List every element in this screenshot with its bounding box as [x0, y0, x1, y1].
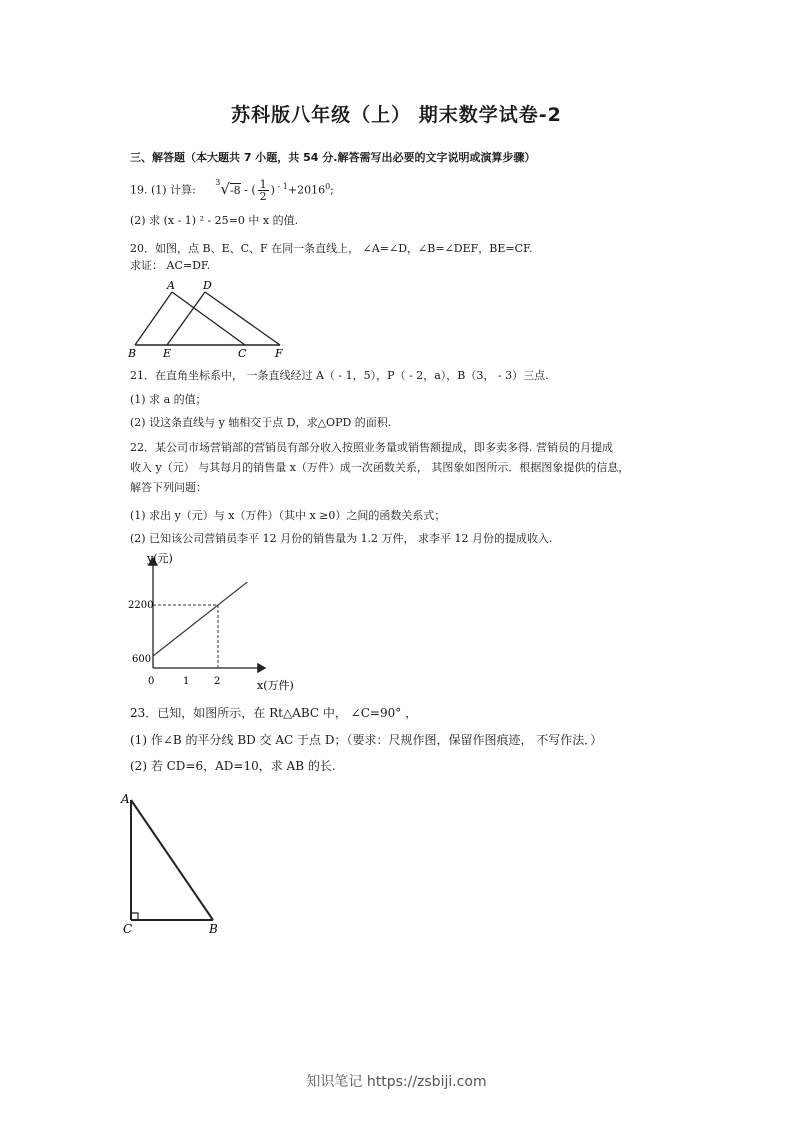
minus-sign: - (	[244, 183, 256, 197]
q22-line5: (2) 已知该公司营销员李平 12 月份的销售量为 1.2 万件， 求李平 12 月份的提成收入.	[130, 532, 553, 545]
q19-prefix: 19. (1) 计算:	[130, 183, 196, 197]
q20-line1: 20．如图，点 B、E、C、F 在同一条直线上， ∠A=∠D，∠B=∠DEF，BE=CF.	[130, 242, 533, 255]
radicand: -8	[229, 183, 241, 197]
q23-line3: (2) 若 CD=6，AD=10，求 AB 的长.	[130, 759, 336, 773]
section-heading: 三、解答题（本大题共 7 小题，共 54 分.解答需写出必要的文字说明或演算步骤）	[130, 151, 536, 164]
q22-line4: (1) 求出 y（元）与 x（万件）（其中 x ≥0）之间的函数关系式；	[130, 509, 446, 522]
label-a: A	[167, 280, 175, 292]
frac-den: 2	[259, 190, 267, 203]
q22-line1: 22．某公司市场营销部的营销员有部分收入按照业务量或销售额提成，即多卖多得. 营销员的月提成	[130, 441, 613, 454]
close-paren: )	[270, 183, 275, 197]
label-d: D	[203, 280, 212, 292]
right-angle-mark	[131, 913, 138, 920]
q22-line3: 解答下列问题：	[130, 481, 207, 494]
plot-area	[153, 582, 247, 668]
label-f: F	[275, 347, 283, 360]
q22-line2: 收入 y（元） 与其每月的销售量 x（万件）成一次函数关系， 其图象如图所示．根据图象提供的信息，	[130, 461, 630, 474]
q20-figure	[125, 280, 295, 360]
label-c: C	[123, 922, 133, 936]
q23-figure	[115, 790, 235, 940]
q21-line3: (2) 设这条直线与 y 轴相交于点 D，求△OPD 的面积.	[130, 416, 392, 429]
plus-2016: +2016	[287, 183, 326, 197]
q19-part1: 19. (1) 计算: $^3$√-8 - ( $\frac{1}{2}$ ) $^{- 1}+2016^0$;	[130, 177, 334, 203]
q23-line1: 23．已知，如图所示，在 Rt△ABC 中， ∠C=90° ，	[130, 706, 418, 720]
y-axis-label: y(元)	[147, 552, 173, 565]
page-title: 苏科版八年级（上） 期末数学试卷-2	[231, 104, 562, 126]
x-tick-0: 0	[148, 676, 155, 687]
frac-num: 1	[259, 178, 267, 191]
label-a: A	[121, 792, 130, 806]
y-tick-600: 600	[132, 654, 152, 665]
q19-part2: (2) 求 (x - 1) ² - 25=0 中 x 的值.	[130, 214, 299, 227]
exponent-neg1: - 1	[274, 181, 288, 191]
segment-de	[167, 292, 205, 345]
segment-ac	[172, 292, 245, 345]
segment-df	[205, 292, 280, 345]
cube-root-index: 3	[215, 177, 221, 187]
label-b: B	[209, 922, 218, 936]
label-e: E	[163, 347, 172, 360]
semicolon: ;	[330, 183, 334, 197]
q20-line2: 求证： AC=DF.	[130, 259, 211, 272]
x-axis-label: x(万件)	[257, 679, 294, 692]
side-ab	[131, 800, 213, 920]
segment-ab	[135, 292, 172, 345]
fraction-one-half	[258, 179, 269, 202]
q22-graph	[125, 548, 315, 696]
exponent-0: 0	[325, 181, 331, 191]
q21-line1: 21．在直角坐标系中， 一条直线经过 A（ - 1，5），P（ - 2，a），B（3， - 3）三点.	[130, 369, 549, 382]
label-b: B	[128, 347, 137, 360]
y-tick-2200: 2200	[128, 600, 154, 611]
q23-line2: (1) 作∠B 的平分线 BD 交 AC 于点 D；（要求：尺规作图，保留作图痕迹， 不写作法．）	[130, 733, 603, 747]
footer-watermark: 知识笔记 https://zsbiji.com	[306, 1074, 487, 1090]
series-line	[153, 582, 247, 656]
label-c: C	[238, 347, 247, 360]
q21-line2: (1) 求 a 的值；	[130, 393, 207, 406]
x-tick-2: 2	[214, 676, 221, 687]
x-tick-1: 1	[183, 676, 190, 687]
